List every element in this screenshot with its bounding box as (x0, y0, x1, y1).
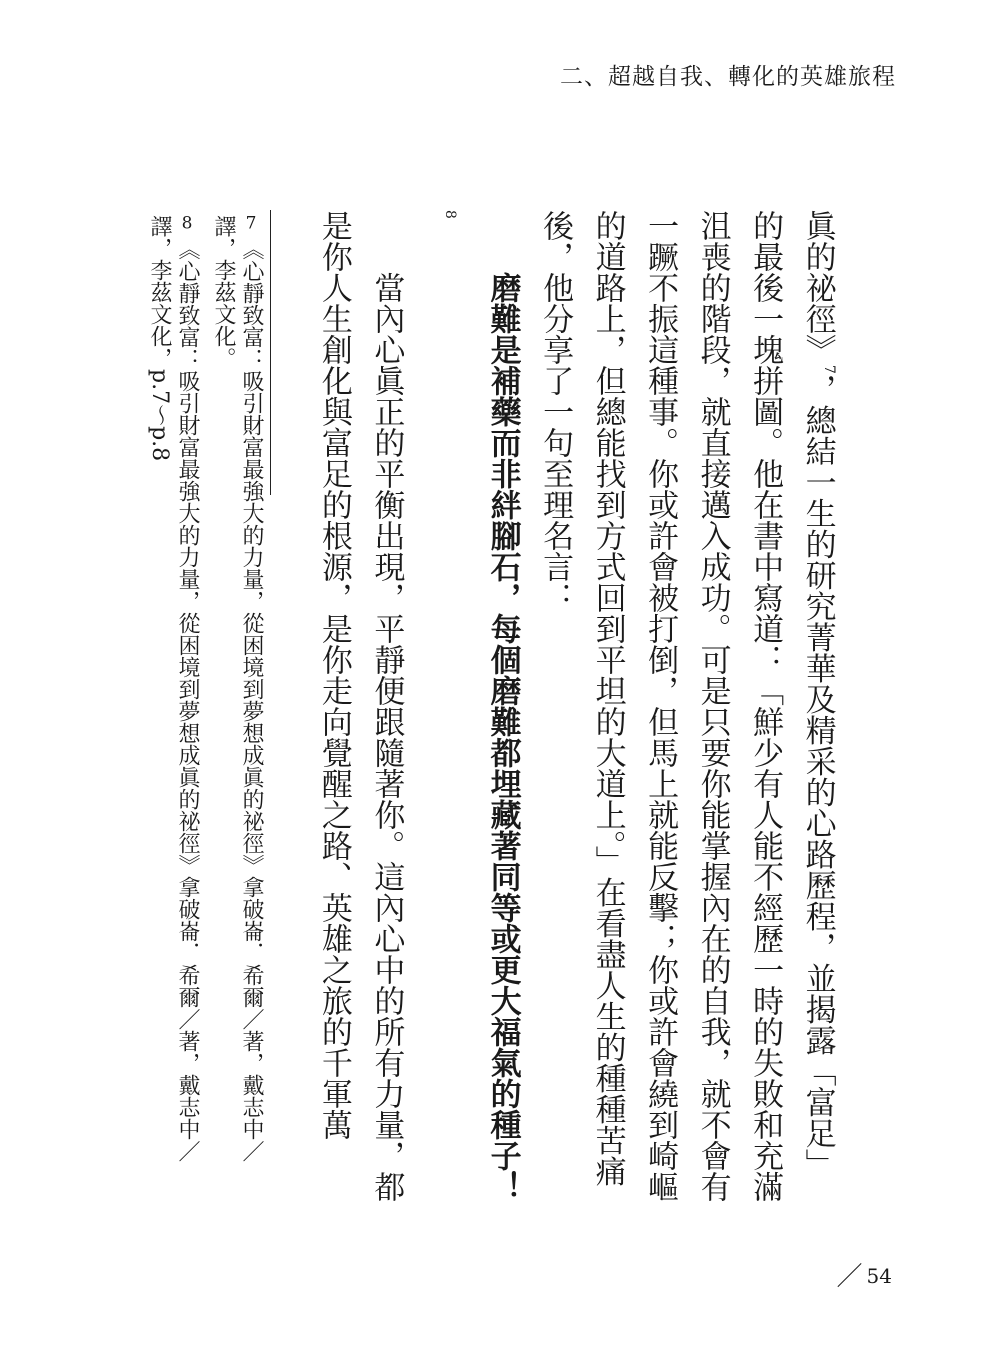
paragraph-1-text: ，總結一生的研究菁華及精采的心路歷程，並揭露「富足」的最後一塊拼圖。他在書中寫道：「鮮少有人能不經歷一時的失敗和充滿沮喪的階段，就直接邁入成功。可是只要你能掌握內在的自我，就不會有一蹶不振這種事。你或許會被打倒，但馬上就能反擊；你或許會繞到崎嶇的道路上，但總能找到方式回到平坦的大道上。」在看盡人生的種種苦痛後，他分享了一句至理名言： (537, 210, 836, 1202)
footnote-8 (145, 215, 201, 1205)
body-text (307, 210, 855, 1210)
footnote-text: 《心靜致富：吸引財富最強大的力量，從困境到夢想成眞的祕徑》拿破崙．希爾／著，戴志中／譯，李茲文化，p.7～p.8 (147, 215, 200, 1162)
paragraph-2 (412, 210, 528, 1210)
footnote-text: 《心靜致富：吸引財富最強大的力量，從困境到夢想成眞的祕徑》拿破崙．希爾／著，戴志中／譯，李茲文化。 (211, 215, 264, 1162)
footnote-ref-8[interactable]: 8 (442, 210, 459, 219)
footnote-7 (209, 215, 265, 1205)
running-header: 二、超越自我、轉化的英雄旅程 (560, 64, 896, 90)
bold-quote: 磨難是補藥而非絆腳石，每個磨難都埋藏著同等或更大福氣的種子！ (484, 272, 521, 1202)
paragraph-3: 當內心眞正的平衡出現，平靜便跟隨著你。這內心中的所有力量，都是你人生創化與富足的根源，是你走向覺醒之路、英雄之旅的千軍萬 (315, 210, 405, 1202)
paragraph-1 (529, 210, 855, 1210)
footnotes (140, 215, 265, 1205)
page-number-slash: ／ (836, 1262, 863, 1292)
page-number-value: 54 (866, 1264, 892, 1288)
page-number (837, 1256, 892, 1293)
footnote-number: 7 (245, 215, 257, 232)
paragraph-1-lead: 眞的祕徑》 (799, 210, 836, 365)
footnote-number: 8 (181, 215, 193, 232)
footnote-ref-7[interactable]: 7 (821, 365, 837, 374)
footnote-divider (270, 210, 271, 495)
